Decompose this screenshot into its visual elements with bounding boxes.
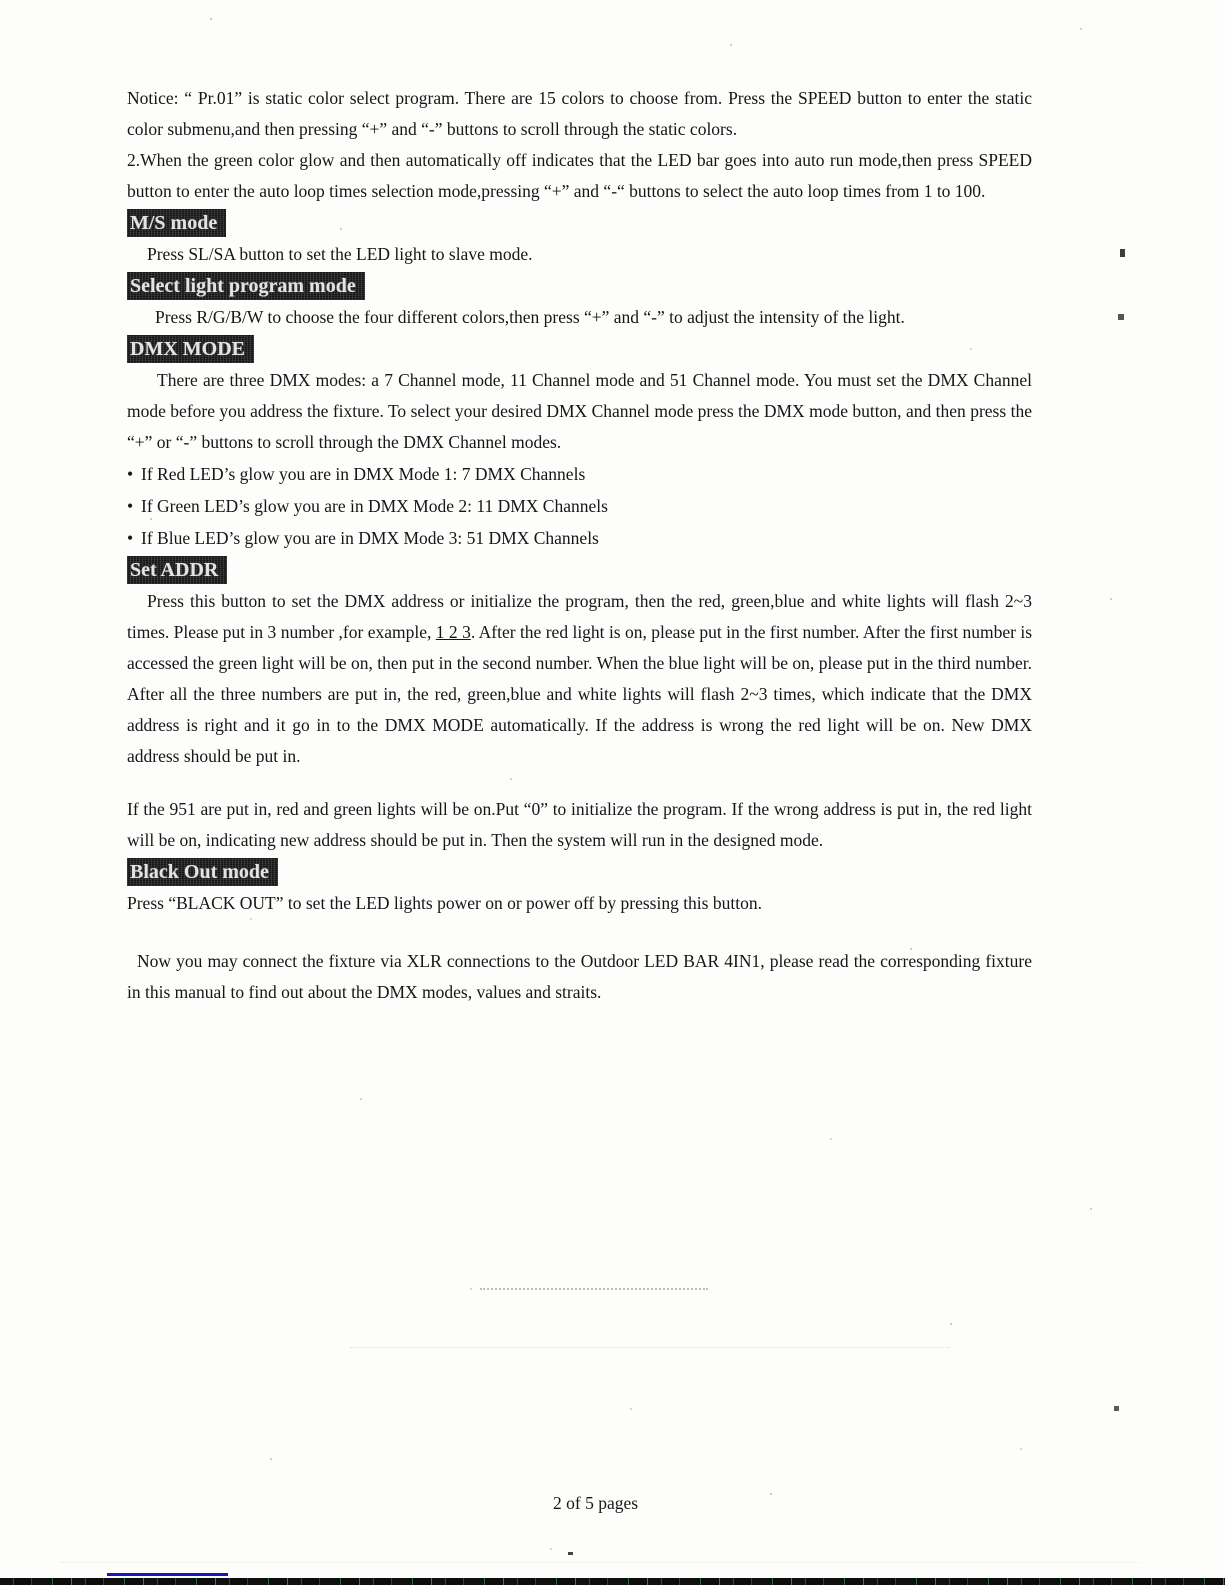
list-item — [127, 522, 1032, 554]
page-number-footer: 2 of 5 pages — [553, 1493, 639, 1513]
select-light-title: Select light program mode — [127, 272, 365, 300]
notice-paragraph: Notice: “ Pr.01” is static color select program. There are 15 colors to choose from. Press the SPEED button to enter the static color submenu,and then pressing “+” and “-” buttons to scroll through the static colors. — [127, 88, 1032, 139]
set-addr-body-after: . After the red light is on, please put in the first number. After the first number is accessed the green light will be on, then put in the second number. When the blue light will be on, please put in the third number. After all the three numbers are put in, the red, green,blue and white lights will flash 2~3 times, which indicate that the DMX address is right and it go in to the DMX MODE automatically. If the address is wrong the red light will be on. New DMX address should be put in. — [127, 622, 1033, 766]
scan-smudge — [350, 1347, 950, 1348]
dmx-mode-bullet-list — [127, 458, 1032, 554]
footer-blue-line — [107, 1573, 228, 1576]
scan-speck — [1114, 1406, 1119, 1411]
closing-paragraph: Now you may connect the fixture via XLR connections to the Outdoor LED BAR 4IN1, please read the corresponding fixture in this manual to find out about the DMX modes, values and straits. — [127, 951, 1032, 1002]
section-heading-black-out — [127, 858, 1032, 886]
dmx-mode-title: DMX MODE — [127, 335, 254, 363]
section-heading-set-addr — [127, 556, 1032, 584]
list-item — [127, 490, 1032, 522]
section-heading-ms-mode — [127, 209, 1032, 237]
scan-speck — [1120, 249, 1125, 257]
black-out-body: Press “BLACK OUT” to set the LED lights power on or power off by pressing this button. — [127, 893, 762, 913]
section-heading-select-light — [127, 272, 1032, 300]
select-light-body: Press R/G/B/W to choose the four different colors,then press “+” and “-” to adjust the intensity of the light. — [155, 307, 905, 327]
scan-smudge — [480, 1288, 708, 1290]
scan-speck — [568, 1552, 573, 1555]
ms-mode-title: M/S mode — [127, 209, 226, 237]
scan-speck — [1118, 314, 1124, 320]
scan-smudge — [60, 1562, 1140, 1563]
ms-mode-body: Press SL/SA button to set the LED light to slave mode. — [147, 244, 533, 264]
scan-edge-strip — [0, 1578, 1225, 1585]
set-addr-title: Set ADDR — [127, 556, 227, 584]
dmx-mode-body: There are three DMX modes: a 7 Channel mode, 11 Channel mode and 51 Channel mode. You must set the DMX Channel mode before you address the fixture. To select your desired DMX Channel mode press the DMX mode button, and then press the “+” or “-” buttons to scroll through the DMX Channel modes. — [127, 370, 1032, 452]
bullet-text-green: If Green LED’s glow you are in DMX Mode 2: 11 DMX Channels — [141, 496, 608, 516]
set-addr-body2: If the 951 are put in, red and green lights will be on.Put “0” to initialize the program. If the wrong address is put in, the red light will be on, indicating new address should be put in. Then the system will run in the designed mode. — [127, 799, 1032, 850]
set-addr-example-digits: 1 2 3 — [435, 622, 471, 642]
section-heading-dmx-mode — [127, 335, 1032, 363]
set-addr-body — [127, 586, 1032, 772]
bullet-icon: • — [127, 528, 134, 548]
bullet-icon: • — [127, 496, 134, 516]
list-item — [127, 458, 1032, 490]
bullet-text-red: If Red LED’s glow you are in DMX Mode 1: 7 DMX Channels — [141, 464, 586, 484]
bullet-text-blue: If Blue LED’s glow you are in DMX Mode 3: 51 DMX Channels — [141, 528, 599, 548]
set-addr-body-before: Press this button to set the DMX address or initialize the program, then the red, green,blue and white lights will flash 2~3 times. Please put in 3 number ,for example, — [127, 591, 1032, 642]
scan-noise — [210, 18, 212, 20]
black-out-title: Black Out mode — [127, 858, 278, 886]
auto-run-paragraph: 2.When the green color glow and then automatically off indicates that the LED bar goes into auto run mode,then press SPEED button to enter the auto loop times selection mode,pressing “+” and “-“ buttons to select the auto loop times from 1 to 100. — [127, 150, 1032, 201]
manual-text-block — [127, 83, 1032, 1008]
bullet-icon: • — [127, 464, 134, 484]
